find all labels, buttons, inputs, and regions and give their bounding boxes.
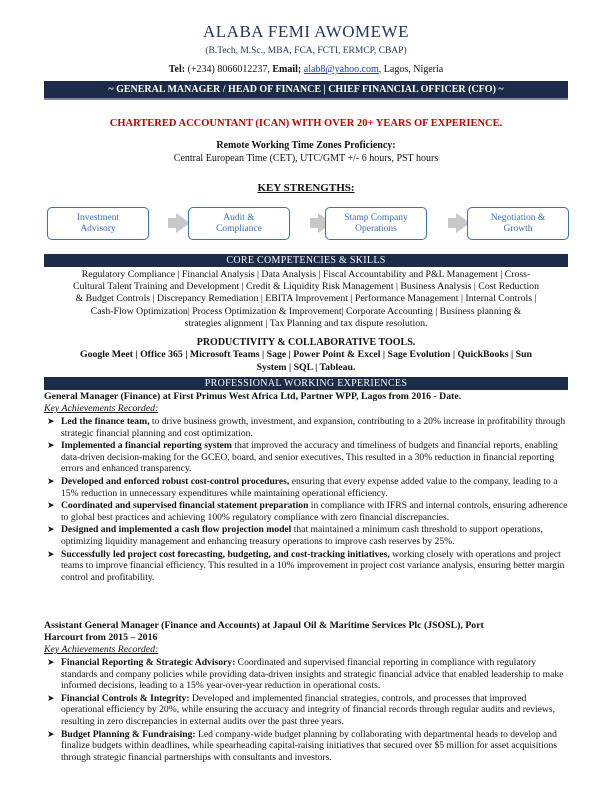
key-achievements-label: Key Achievements Recorded: <box>44 644 159 655</box>
chevron-bullet-icon: ➤ <box>47 416 55 426</box>
strength-box-negotiation: Negotiation & Growth <box>467 207 569 240</box>
tel-label: Tel: <box>168 64 186 75</box>
list-item: ➤ Designed and implemented a cash flow projection model that maintained a minimum cash threshold to support operations, optimizing liquidity management and enhancing treasury operations to improve cash reserves by 25%. <box>47 524 543 547</box>
key-strengths-title: KEY STRENGTHS: <box>257 182 355 194</box>
phone-number: (+234) 8066012237, <box>187 64 270 75</box>
chevron-bullet-icon: ➤ <box>47 728 55 739</box>
location: , Lagos, Nigeria <box>378 64 444 75</box>
chevron-bullet-icon: ➤ <box>47 500 55 511</box>
remote-value: Central European Time (CET), UTC/GMT +/- 6 hours, PST hours <box>173 153 439 164</box>
email-link[interactable]: alab8@yahoo.com <box>303 64 379 75</box>
candidate-name: ALABA FEMI AWOMEWE <box>203 22 409 41</box>
headline: CHARTERED ACCOUNTANT (ICAN) WITH OVER 20+ YEARS OF EXPERIENCE. <box>109 118 503 129</box>
chevron-bullet-icon: ➤ <box>47 440 55 451</box>
key-achievements-label: Key Achievements Recorded: <box>44 403 159 414</box>
list-item: ➤ Financial Reporting & Strategic Advisory: Coordinated and supervised financial reporting in compliance with regulatory standards and company policies while providing data-driven insights and strategic financial advice that enabled leadership to make informed decisions, leading to a 15% year-over-year reduction in operational costs. <box>47 657 564 692</box>
strength-box-audit: Audit & Compliance <box>188 207 290 240</box>
contact-line <box>0 64 612 75</box>
chevron-bullet-icon: ➤ <box>47 475 55 486</box>
experience-bar: PROFESSIONAL WORKING EXPERIENCES <box>44 377 568 390</box>
job-title: Assistant General Manager (Finance and Accounts) at Japaul Oil & Maritime Services Plc (JSOSL), Port Harcourt from 2015 – 2016 <box>44 620 484 643</box>
credentials: (B.Tech, M.Sc., MBA, FCA, FCTI, ERMCP, CBAP) <box>205 46 407 56</box>
list-item: ➤ Developed and enforced robust cost-control procedures, ensuring that every expense added value to the company, leading to a 15% reduction in unnecessary expenditures while maintaining operational efficiency. <box>47 475 558 499</box>
list-item: ➤ Successfully led project cost forecasting, budgeting, and cost-tracking initiatives, working closely with operations and project teams to improve financial efficiency. This resulted in a 10% improvement in project cost variance analysis, ensuring better margin control and profitability. <box>47 548 565 583</box>
strength-box-investment: Investment Advisory <box>47 207 149 240</box>
list-item: ➤ Coordinated and supervised financial statement preparation in compliance with IFRS and internal controls, ensuring adherence to global best practices and achieving 100% regulatory compliance with zero financial discrepancies. <box>47 500 568 523</box>
competencies-bar: CORE COMPETENCIES & SKILLS <box>44 254 568 267</box>
productivity-tools: Google Meet | Office 365 | Microsoft Teams | Sage | Power Point & Excel | Sage Evolution | QuickBooks | Sun System | SQL | Tableau. <box>79 349 533 373</box>
list-item: ➤ Financial Controls & Integrity: Developed and implemented financial strategies, controls, and processes that improved operational efficiency by 20%, while ensuring the accuracy and integrity of financial records through regular audits and reviews, resulting in zero discrepancies in external audits over the past three years. <box>47 692 555 727</box>
list-item: ➤ Budget Planning & Fundraising: Led company-wide budget planning by collaborating with departmental heads to develop and finalize budgets within deadlines, while spearheading capital-raising initiatives that secured over $5 million for asset acquisitions through strategic financial partnerships with consultants and investors. <box>47 728 558 763</box>
remote-title: Remote Working Time Zones Proficiency: <box>216 140 396 151</box>
email-label: Email; <box>272 64 302 75</box>
productivity-title: PRODUCTIVITY & COLLABORATIVE TOOLS. <box>196 337 416 348</box>
list-item: ➤ Led the finance team, to drive business growth, investment, and expansion, contributing to a 20% increase in profitability through strategic financial planning and cost optimization. <box>47 416 566 439</box>
chevron-bullet-icon: ➤ <box>47 548 55 559</box>
achievement-list <box>44 416 570 584</box>
chevron-bullet-icon: ➤ <box>47 524 55 535</box>
key-strengths-flow <box>47 207 571 240</box>
list-item: ➤ Implemented a financial reporting system that improved the accuracy and timeliness of budgets and financial reports, enabling data-driven decision-making for the GCEO, board, and senior executives. This resulted in a 30% reduction in financial reporting errors and enhanced transparency. <box>47 440 558 475</box>
achievement-list <box>44 657 570 764</box>
competencies-text: Regulatory Compliance | Financial Analysis | Data Analysis | Fiscal Accountability and P&L Management | Cross- Cultural Talent Training and Development | Credit & Liquidity Risk Management | Business Analysis | Cost Reduction & Budget Controls | Discrepancy Remediation | EBITA Improvement | Performance Management | Internal Controls | Cash-Flow Optimization| Process Optimization & Improvement| Corporate Accounting | Business planning & strategies alignment | Tax Planning and tax dispute resolution. <box>73 269 539 329</box>
job-title: General Manager (Finance) at First Primus West Africa Ltd, Partner WPP, Lagos from 2016 - Date. <box>44 391 462 402</box>
chevron-bullet-icon: ➤ <box>47 657 55 667</box>
title-bar: ~ GENERAL MANAGER / HEAD OF FINANCE | CHIEF FINANCIAL OFFICER (CFO) ~ <box>44 81 568 100</box>
chevron-bullet-icon: ➤ <box>47 692 55 703</box>
strength-box-stamp: Stamp Company Operations <box>325 207 427 240</box>
